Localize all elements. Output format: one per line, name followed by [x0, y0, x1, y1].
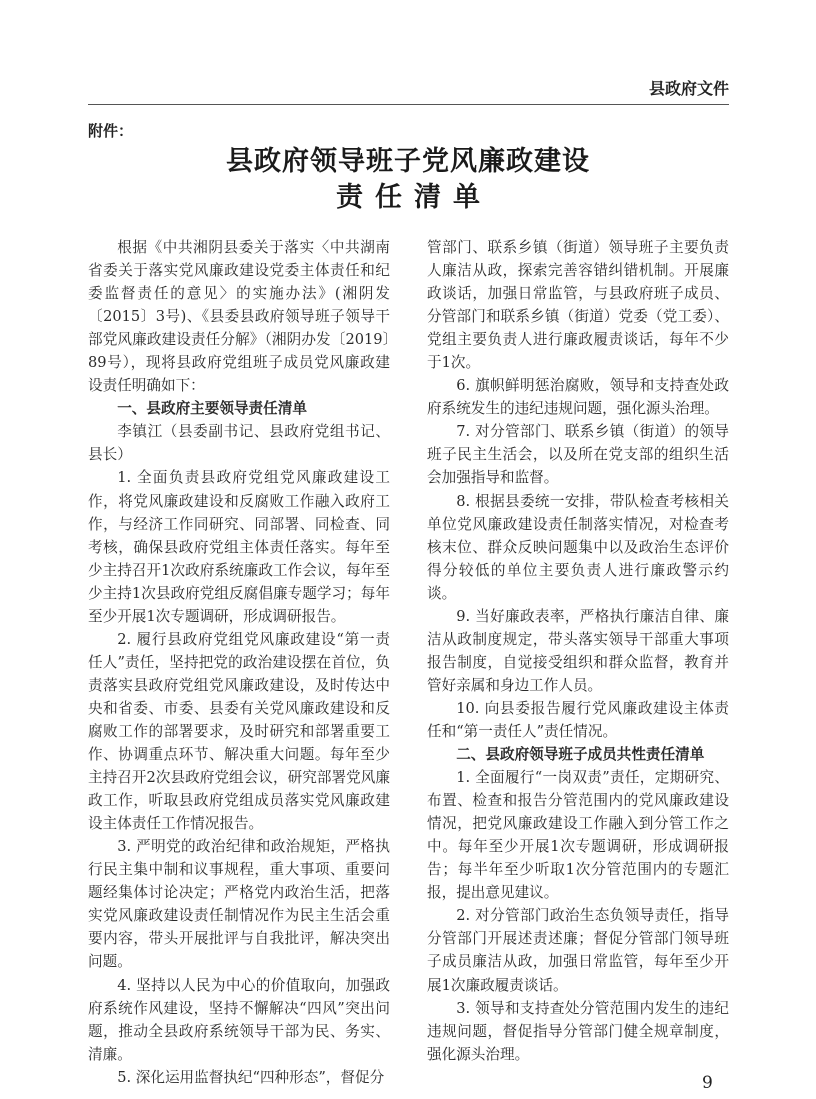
attachment-label: 附件： [88, 122, 134, 140]
list-item: 7. 对分管部门、联系乡镇（街道）的领导班子民主生活会，以及所在党支部的组织生活会加强指导和监督。 [427, 423, 729, 487]
list-item: 10. 向县委报告履行党风廉政建设主体责任和“第一责任人”责任情况。 [427, 699, 729, 740]
document-title-line1: 县政府领导班子党风廉政建设 [226, 146, 590, 177]
list-item: 2. 对分管部门政治生态负领导责任，指导分管部门开展述责述廉；督促分管部门领导班子成员廉洁从政，加强日常监管，每年至少开展1次廉政履责谈话。 [427, 907, 729, 994]
document-title [0, 144, 816, 216]
section2-heading: 二、县政府领导班子成员共性责任清单 [456, 746, 705, 764]
page-number: 9 [702, 1073, 713, 1093]
list-item: 9. 当好廉政表率，严格执行廉洁自律、廉洁从政制度规定，带头落实领导干部重大事项报告制度，自觉接受组织和群众监督，教育并管好亲属和身边工作人员。 [427, 607, 729, 694]
left-column [88, 236, 390, 1089]
right-column [427, 236, 729, 1066]
intro-paragraph: 根据《中共湘阴县委关于落实〈中共湖南省委关于落实党风廉政建设党委主体责任和纪委监督责任的意见〉的实施办法》(湘阴发〔2015〕3号)、《县委县政府领导班子领导干部党风廉政建设责任分解》（湘阴办发〔2019〕89号），现将县政府党组班子成员党风廉政建设责任明确如下： [88, 239, 390, 395]
list-item: 4. 坚持以人民为中心的价值取向，加强政府系统作风建设，坚持不懈解决“四风”突出问题，推动全县政府系统领导干部为民、务实、清廉。 [88, 976, 390, 1063]
list-item: 5. 深化运用监督执纪“四种形态”，督促分 [117, 1068, 385, 1086]
document-title-line2: 责任清单 [336, 182, 492, 213]
list-item: 1. 全面负责县政府党组党风廉政建设工作，将党风廉政建设和反腐败工作融入政府工作，与经济工作同研究、同部署、同检查、同考核，确保县政府党组主体责任落实。每年至少主持召开1次政府系统廉政工作会议，每年至少主持1次县政府党组反腐倡廉专题学习；每年至少开展1次专题调研，形成调研报告。 [88, 469, 390, 625]
section1-heading: 一、县政府主要领导责任清单 [117, 400, 307, 418]
continuation-paragraph: 管部门、联系乡镇（街道）领导班子主要负责人廉洁从政，探索完善容错纠错机制。开展廉政谈话，加强日常监管，与县政府班子成员、分管部门和联系乡镇（街道）党委（党工委）、党组主要负责人进行廉政履责谈话，每年不少于1次。 [427, 239, 729, 372]
list-item: 3. 领导和支持查处分管范围内发生的违纪违规问题，督促指导分管部门健全规章制度，强化源头治理。 [427, 999, 729, 1063]
list-item: 3. 严明党的政治纪律和政治规矩，严格执行民主集中制和议事规程，重大事项、重要问题经集体讨论决定；严格党内政治生活，把落实党风廉政建设责任制情况作为民主生活会重要内容，带头开展批评与自我批评，解决突出问题。 [88, 838, 390, 971]
section1-person: 李镇江（县委副书记、县政府党组书记、县长） [88, 423, 390, 464]
list-item: 8. 根据县委统一安排，带队检查考核相关单位党风廉政建设责任制落实情况，对检查考核末位、群众反映问题集中以及政治生态评价得分较低的单位主要负责人进行廉政警示约谈。 [427, 492, 729, 602]
running-head: 县政府文件 [88, 78, 729, 105]
list-item: 2. 履行县政府党组党风廉政建设“第一责任人”责任，坚持把党的政治建设摆在首位，负责落实县政府党组党风廉政建设，及时传达中央和省委、市委、县委有关党风廉政建设和反腐败工作的部署要求，及时研究和部署重要工作、协调重点环节、解决重大问题。每年至少主持召开2次县政府党组会议，研究部署党风廉政工作，听取县政府党组成员落实党风廉政建设主体责任工作情况报告。 [88, 630, 390, 833]
list-item: 1. 全面履行“一岗双责”责任，定期研究、布置、检查和报告分管范围内的党风廉政建设情况，把党风廉政建设工作融入到分管工作之中。每年至少开展1次专题调研，形成调研报告；每半年至少听取1次分管范围内的专题汇报，提出意见建议。 [427, 769, 729, 902]
list-item: 6. 旗帜鲜明惩治腐败，领导和支持查处政府系统发生的违纪违规问题，强化源头治理。 [427, 377, 729, 418]
